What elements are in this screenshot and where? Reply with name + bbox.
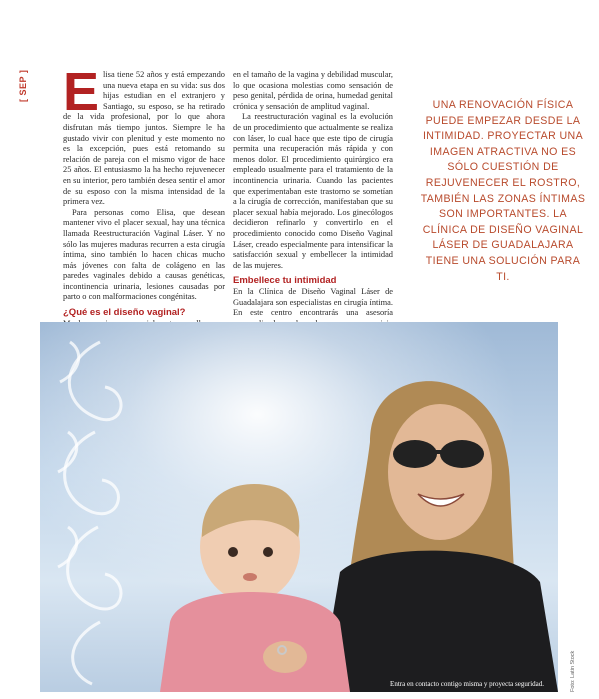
article-column-2 xyxy=(233,70,393,351)
subheading: Embellece tu intimidad xyxy=(233,275,337,287)
paragraph: en el tamaño de la vagina y debilidad muscular, lo que ocasiona molestias como sensación de peso genital, pérdida de orina, humedad genital crónica y sensación de amplitud vaginal. xyxy=(233,70,393,111)
paragraph: La reestructuración vaginal es la evolución de un procedimiento que actualmente se realiza con láser, lo cual hace que este tipo de cirugía permita una recuperación más rápida y con menos dolor. El procedimiento quirúrgico era empleado usualmente para el tratamiento de la incontinencia urinaria. Cuando las pacientes que experimentaban este trastorno se sometían a la cirugía de corrección, manifestaban que su placer sexual había mejorado. Los ginecólogos decidieron refinarlo y convertirlo en el procedimiento conocido como Diseño Vaginal Láser, creado especialmente para intensificar la satisfacción sexual y embellecer la intimidad de las mujeres. xyxy=(233,112,393,270)
section-tag: [ SEP ] xyxy=(18,69,28,102)
paragraph: lisa tiene 52 años y está empezando una nueva etapa en su vida: sus dos hijas estudian en el extranjero y Santiago, su esposo, se ha retirado de la vida profesional, por lo que ahora disfrutan más tiempo juntos. Siempre le ha gustado vivir con plenitud y este momento no es la excepción, pues está retomando su relación de pareja con el mismo vigor de hace 25 años. El entusiasmo la ha hecho rejuvenecer en su interior, pero también desea sentir el amor de su esposo con la misma intensidad de la primera vez. xyxy=(63,70,225,207)
pull-quote: UNA RENOVACIÓN FÍSICA PUEDE EMPEZAR DESDE LA INTIMIDAD. PROYECTAR UNA IMAGEN ATRACTIVA NO ES SÓLO CUESTIÓN DE REJUVENECER EL ROSTRO, TAMBIÉN LAS ZONAS ÍNTIMAS SON IMPORTANTES. LA CLÍNICA DE DISEÑO VAGINAL LÁSER DE GUADALAJARA TIENE UNA SOLUCIÓN PARA TI. xyxy=(420,99,586,283)
photo-caption: Entra en contacto contigo misma y proyecta seguridad. xyxy=(390,680,544,688)
drop-cap: E xyxy=(63,62,100,122)
photo-illustration xyxy=(40,322,558,692)
paragraph: En la Clínica de Diseño Vaginal Láser de Guadalajara son especialistas en cirugía íntima. En este centro encontrarás una asesoría xyxy=(233,287,393,318)
paragraph: Para personas como Elisa, que desean mantener vivo el placer sexual, hay una técnica llamada Reestructuración Vaginal Láser. Y no sólo las mujeres maduras recurren a esta cirugía íntima, sino también lo hacen chicas mucho más jóvenes con falta de colágeno en las paredes vaginales debido a causas genéticas, incontinencia urinaria, lesiones causadas por parto o con malformaciones congénitas. xyxy=(63,207,225,302)
article-column-1 xyxy=(63,62,225,361)
subheading: ¿Qué es el diseño vaginal? xyxy=(63,307,186,319)
article-photo xyxy=(40,322,558,692)
photo-credit: Foto: Latin Stock xyxy=(570,650,576,692)
